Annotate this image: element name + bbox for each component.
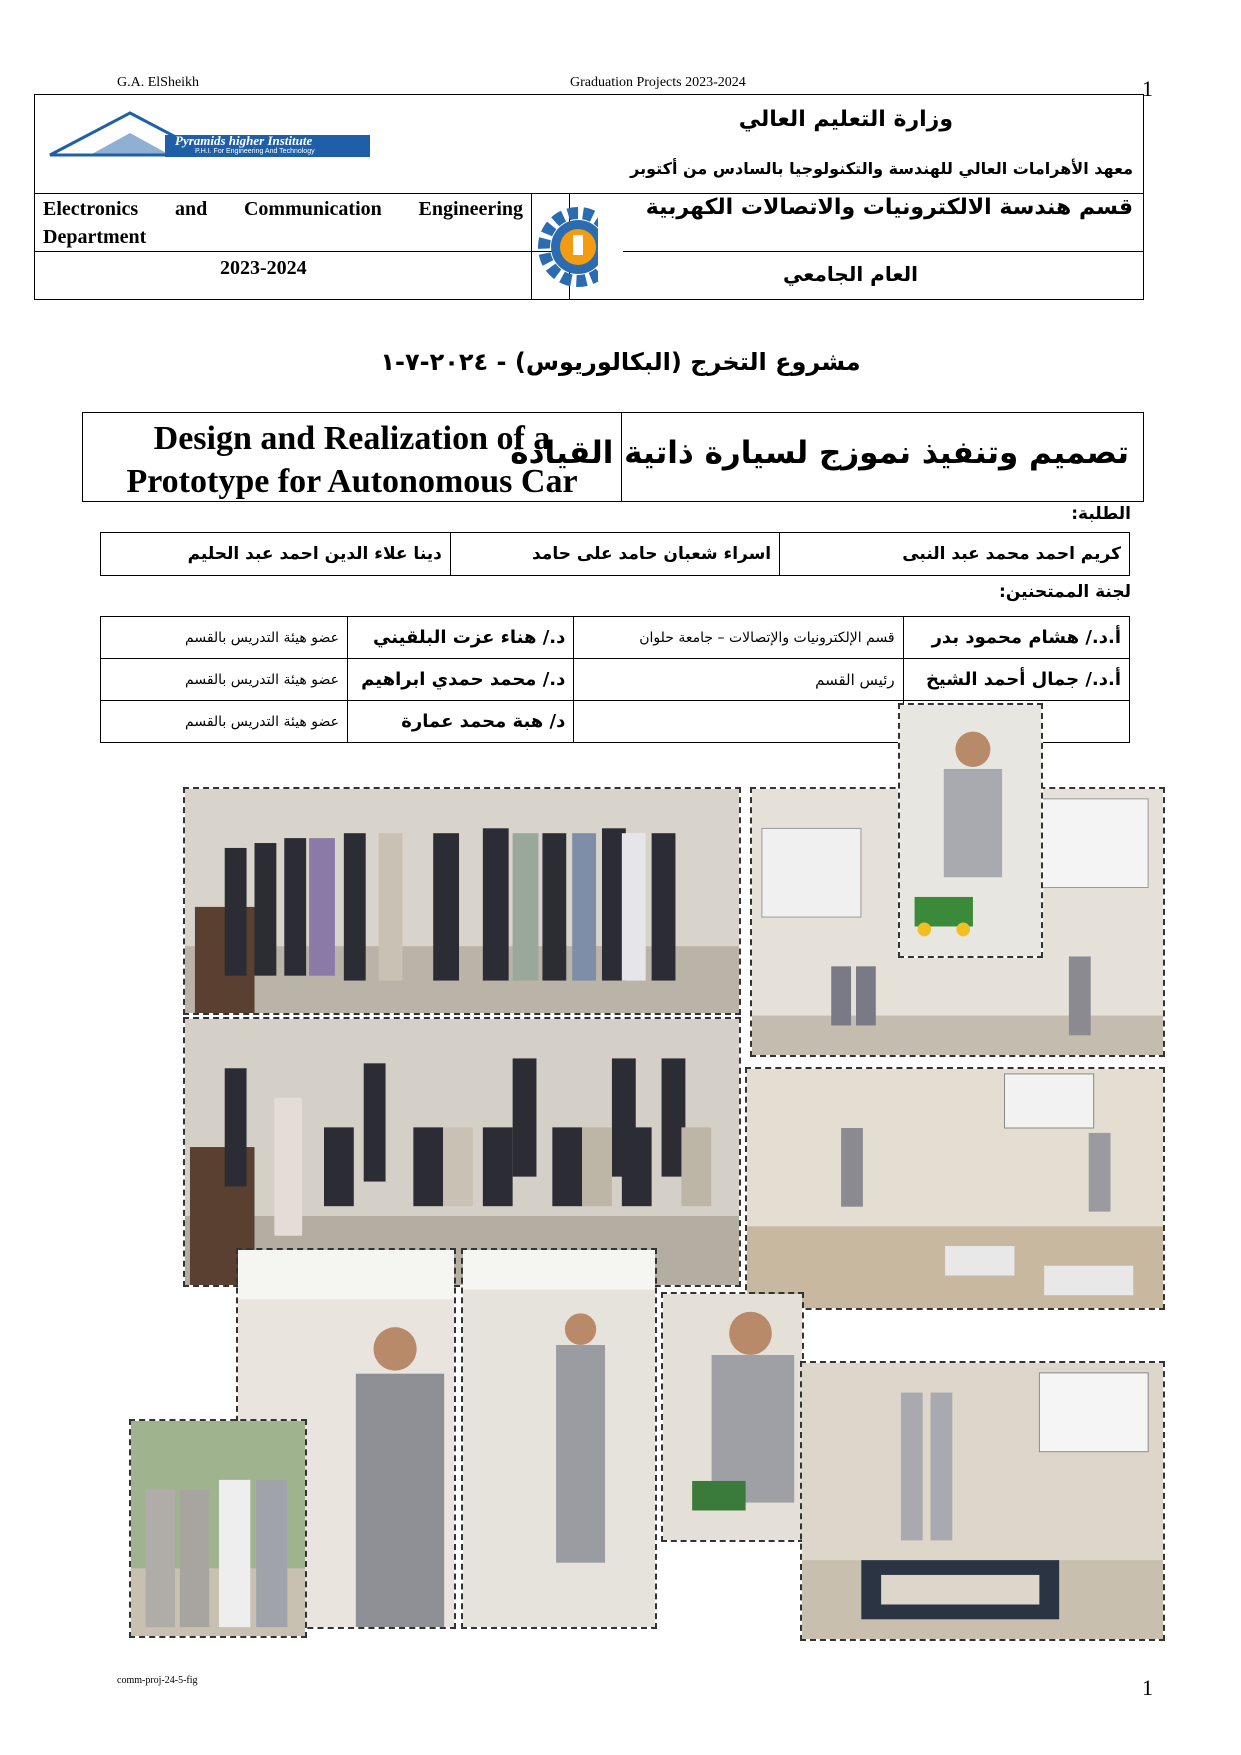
project-title-en: Design and Realization of a Prototype for Autonomous Car [126,420,578,500]
footer-page-number: 1 [1142,1675,1153,1700]
student-name: كريم احمد محمد عبد النبى [780,533,1130,576]
committee-member-role: قسم الإلكترونيات والإتصالات – جامعة حلوان [574,617,903,659]
department-name-en: Electronics and Communication Engineering Department [43,198,523,248]
committee-label: لجنة الممتحنين: [999,582,1131,602]
presenter-with-car-photo [661,1292,804,1542]
header-table [34,94,1144,300]
project-heading: مشروع التخرج (البكالوريوس) - ٢٠٢٤-٧-١ [380,348,861,376]
track-demo-photo [800,1361,1165,1641]
committee-member-name: د./ هناء عزت البلقيني [347,617,573,659]
department-name-ar: قسم هندسة الالكترونيات والاتصالات الكهربية [645,195,1133,220]
institute-logo [45,105,375,160]
students-label: الطلبة: [1071,504,1131,524]
students-table [100,532,1130,576]
committee-member-role [574,701,903,743]
student-name: اسراء شعبان حامد على حامد [450,533,779,576]
project-title-box [82,412,1144,502]
committee-member-role: رئيس القسم [574,659,903,701]
department-gear-icon [533,195,623,299]
committee-member-name: د/ هبة محمد عمارة [347,701,573,743]
committee-member-name: أ.د./ جمال أحمد الشيخ [903,659,1129,701]
committee-member-role: عضو هيئة التدريس بالقسم [101,701,348,743]
institute-name: معهد الأهرامات العالي للهندسة والتكنولوجيا بالسادس من أكتوبر [630,159,1133,178]
logo-text-main: Pyramids higher Institute [175,133,313,148]
header-author: G.A. ElSheikh [117,75,200,90]
academic-year-value: 2023-2024 [220,257,307,279]
header-page-number: 1 [1142,76,1153,101]
lab-presentation-photo [745,1067,1165,1310]
student-name: دينا علاء الدين احمد عبد الحليم [101,533,451,576]
logo-text-sub: P.H.I. For Engineering And Technology [195,148,315,155]
student-robot-car-photo [898,703,1043,958]
header-title: Graduation Projects 2023-2024 [570,75,746,90]
committee-member-name: أ.د./ هشام محمود بدر [903,617,1129,659]
academic-year-label: العام الجامعي [783,262,918,286]
project-title-ar: تصميم وتنفيذ نموزج لسيارة ذاتية القيادة [510,435,1129,471]
group-photo-kneeling [183,1017,741,1287]
presenter-photo-2 [461,1248,657,1629]
footer-file-label: comm-proj-24-5-fig [117,1675,198,1686]
committee-member-name: د./ محمد حمدي ابراهيم [347,659,573,701]
group-photo-standing [183,787,741,1015]
ministry-name: وزارة التعليم العالي [738,107,953,132]
committee-member-role: عضو هيئة التدريس بالقسم [101,617,348,659]
outdoor-group-photo [129,1419,307,1638]
committee-member-role: عضو هيئة التدريس بالقسم [101,659,348,701]
